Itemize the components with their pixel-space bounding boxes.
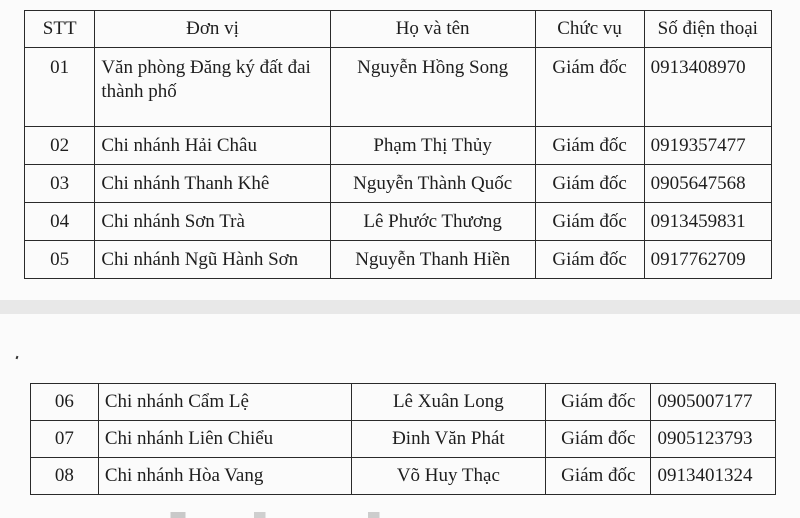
cell-unit: Chi nhánh Thanh Khê: [95, 165, 330, 203]
cell-phone: 0913408970: [644, 48, 771, 127]
header-phone: Số điện thoại: [644, 11, 771, 48]
cell-phone: 0913401324: [651, 458, 776, 495]
cell-stt: 08: [31, 458, 99, 495]
page-gap: [0, 300, 800, 314]
cell-role: Giám đốc: [546, 458, 651, 495]
cell-role: Giám đốc: [535, 127, 644, 165]
cell-phone: 0917762709: [644, 241, 771, 279]
cell-phone: 0905647568: [644, 165, 771, 203]
cell-unit: Chi nhánh Sơn Trà: [95, 203, 330, 241]
cut-off-text: [140, 512, 520, 518]
cell-phone: 0919357477: [644, 127, 771, 165]
cell-stt: 05: [25, 241, 95, 279]
header-name: Họ và tên: [330, 11, 535, 48]
cell-unit: Chi nhánh Ngũ Hành Sơn: [95, 241, 330, 279]
table-row: [25, 241, 772, 279]
cell-name: Nguyễn Thanh Hiền: [330, 241, 535, 279]
cell-stt: 02: [25, 127, 95, 165]
cell-phone: 0905007177: [651, 384, 776, 421]
table-row: [25, 48, 772, 127]
table-row: [31, 458, 776, 495]
header-unit: Đơn vị: [95, 11, 330, 48]
header-stt: STT: [25, 11, 95, 48]
cell-unit: Chi nhánh Hải Châu: [95, 127, 330, 165]
cell-stt: 03: [25, 165, 95, 203]
cell-unit: Chi nhánh Cẩm Lệ: [98, 384, 351, 421]
cell-name: Đinh Văn Phát: [351, 421, 545, 458]
cell-unit: Chi nhánh Hòa Vang: [98, 458, 351, 495]
directors-table-part-1: [24, 10, 772, 279]
cell-role: Giám đốc: [535, 165, 644, 203]
table-row: [25, 127, 772, 165]
cell-name: Lê Phước Thương: [330, 203, 535, 241]
cell-role: Giám đốc: [535, 241, 644, 279]
table-header-row: [25, 11, 772, 48]
cell-stt: 07: [31, 421, 99, 458]
cell-stt: 04: [25, 203, 95, 241]
table-row: [25, 165, 772, 203]
cell-role: Giám đốc: [535, 48, 644, 127]
cell-unit: Chi nhánh Liên Chiểu: [98, 421, 351, 458]
cell-name: Võ Huy Thạc: [351, 458, 545, 495]
cell-role: Giám đốc: [546, 384, 651, 421]
directors-table-part-2: [30, 383, 776, 495]
table-row: [31, 421, 776, 458]
cell-name: Phạm Thị Thủy: [330, 127, 535, 165]
cell-role: Giám đốc: [535, 203, 644, 241]
cell-name: Nguyễn Thành Quốc: [330, 165, 535, 203]
cell-unit: Văn phòng Đăng ký đất đai thành phố: [95, 48, 330, 127]
cell-role: Giám đốc: [546, 421, 651, 458]
cell-stt: 06: [31, 384, 99, 421]
cell-phone: 0905123793: [651, 421, 776, 458]
table-row: [25, 203, 772, 241]
cell-name: Nguyễn Hồng Song: [330, 48, 535, 127]
header-role: Chức vụ: [535, 11, 644, 48]
cell-name: Lê Xuân Long: [351, 384, 545, 421]
cell-stt: 01: [25, 48, 95, 127]
table-row: [31, 384, 776, 421]
cell-phone: 0913459831: [644, 203, 771, 241]
